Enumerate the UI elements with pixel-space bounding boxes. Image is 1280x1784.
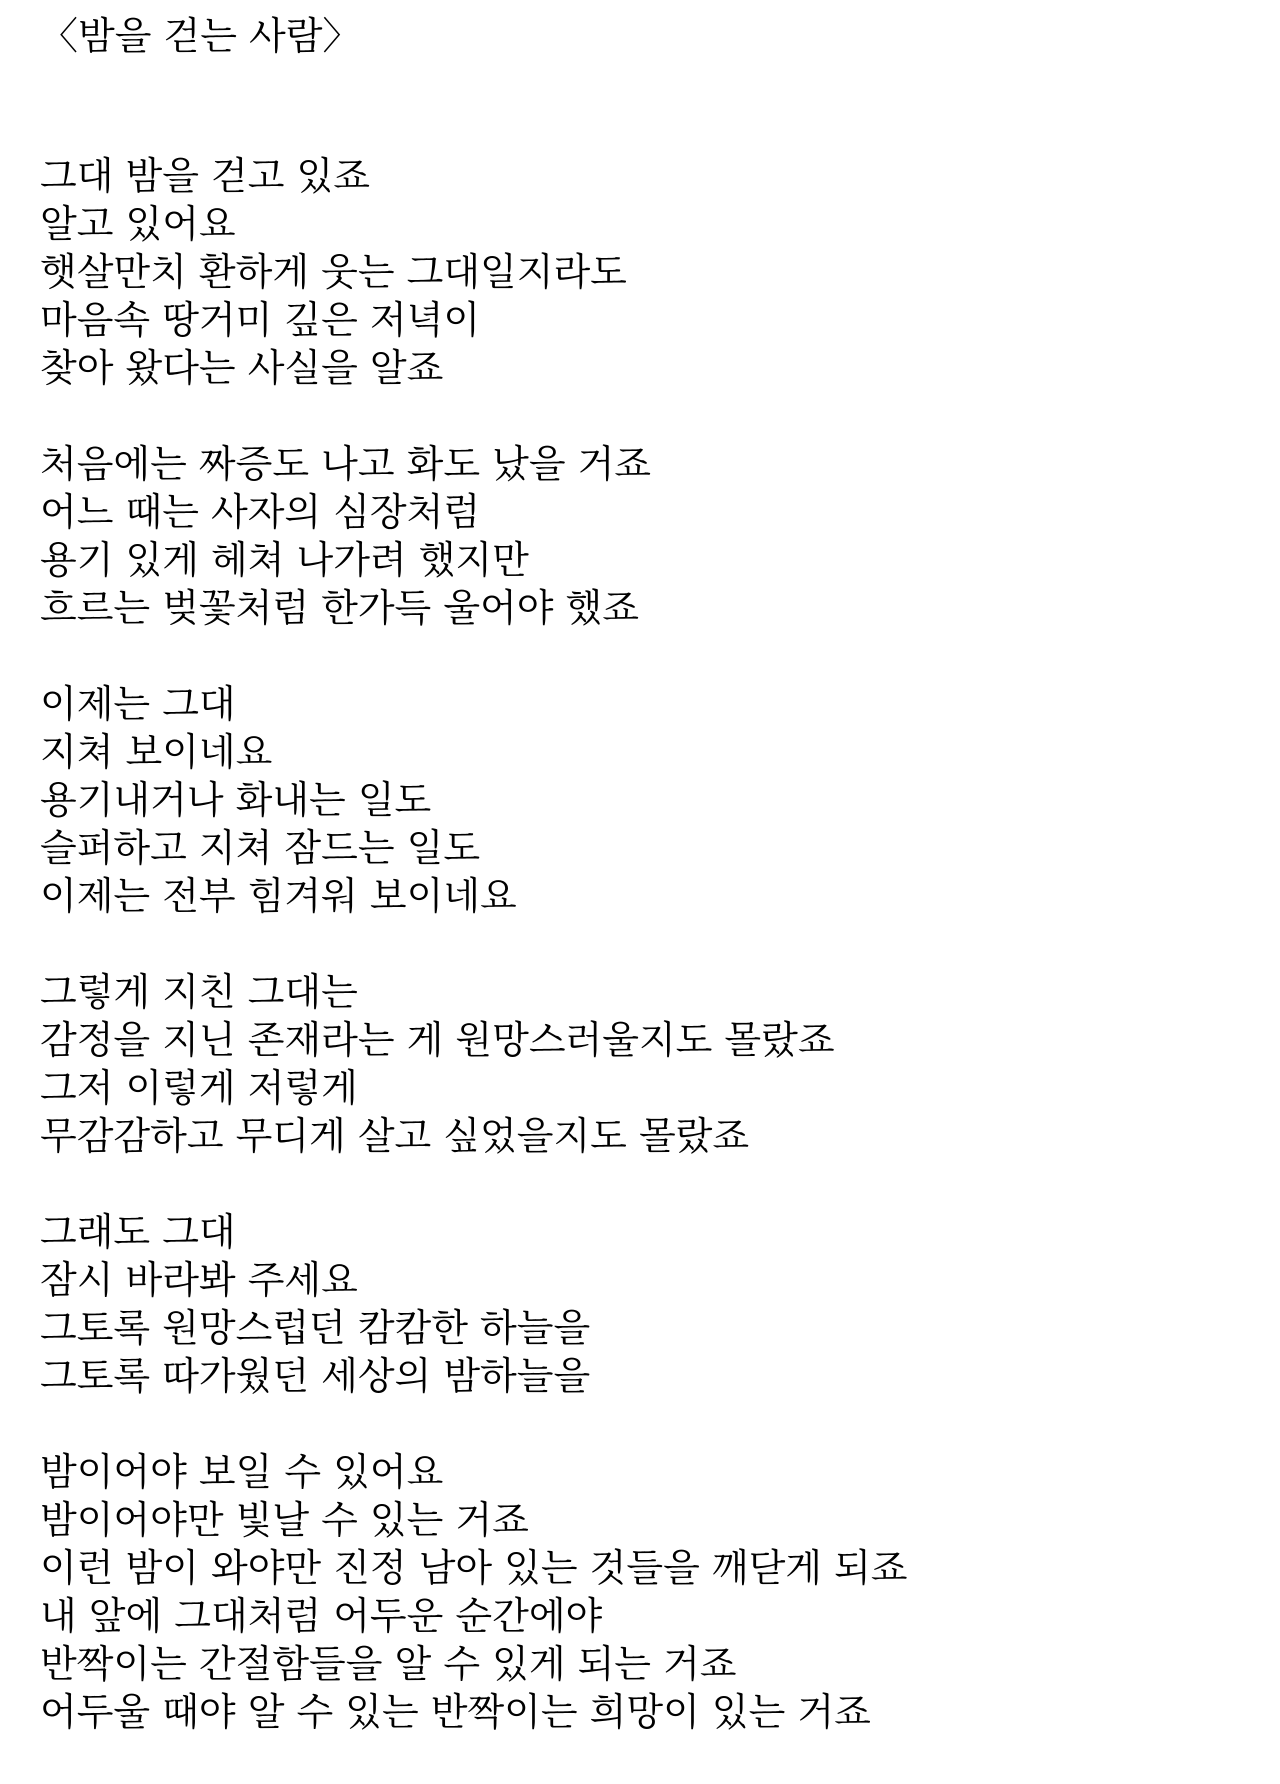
poem-line: 무감감하고 무디게 살고 싶었을지도 몰랐죠 <box>40 1114 750 1158</box>
poem-line: 반짝이는 간절함들을 알 수 있게 되는 거죠 <box>40 1642 737 1686</box>
poem-line: 밤이어야만 빛날 수 있는 거죠 <box>40 1498 529 1542</box>
poem-line: 그토록 원망스럽던 캄캄한 하늘을 <box>40 1306 591 1350</box>
poem-line: 어느 때는 사자의 심장처럼 <box>40 490 481 534</box>
poem-line: 이제는 그대 <box>40 682 236 726</box>
poem-line: 이런 밤이 와야만 진정 남아 있는 것들을 깨닫게 되죠 <box>40 1546 908 1590</box>
stanza-3 <box>40 680 1260 920</box>
stanza-2 <box>40 440 1260 632</box>
poem-line: 용기 있게 헤쳐 나가려 했지만 <box>40 538 529 582</box>
poem-line: 용기내거나 화내는 일도 <box>40 778 432 822</box>
poem-line: 알고 있어요 <box>40 202 236 246</box>
poem-line: 햇살만치 환하게 웃는 그대일지라도 <box>40 250 627 294</box>
stanza-6 <box>40 1448 1260 1736</box>
poem-line: 처음에는 짜증도 나고 화도 났을 거죠 <box>40 442 652 486</box>
poem-body <box>40 152 1260 1784</box>
poem-line: 잠시 바라봐 주세요 <box>40 1258 358 1302</box>
poem-line: 그저 이렇게 저렇게 <box>40 1066 358 1110</box>
poem-line: 그대 밤을 걷고 있죠 <box>40 154 370 198</box>
poem-line: 그렇게 지친 그대는 <box>40 970 358 1014</box>
poem-title: 〈밤을 걷는 사람〉 <box>40 14 361 58</box>
stanza-1 <box>40 152 1260 392</box>
poem-line: 그래도 그대 <box>40 1210 236 1254</box>
poem-line: 찾아 왔다는 사실을 알죠 <box>40 346 444 390</box>
stanza-5 <box>40 1208 1260 1400</box>
poem-line: 마음속 땅거미 깊은 저녁이 <box>40 298 481 342</box>
poem-line: 지쳐 보이네요 <box>40 730 273 774</box>
poem-line: 밤이어야 보일 수 있어요 <box>40 1450 444 1494</box>
poem-line: 흐르는 벚꽃처럼 한가득 울어야 했죠 <box>40 586 639 630</box>
poem-line: 어두울 때야 알 수 있는 반짝이는 희망이 있는 거죠 <box>40 1690 871 1734</box>
poem-line: 이제는 전부 힘겨워 보이네요 <box>40 874 517 918</box>
poem-line: 그토록 따가웠던 세상의 밤하늘을 <box>40 1354 591 1398</box>
poem-line: 감정을 지닌 존재라는 게 원망스러울지도 몰랐죠 <box>40 1018 835 1062</box>
stanza-4 <box>40 968 1260 1160</box>
poem-line: 슬퍼하고 지쳐 잠드는 일도 <box>40 826 481 870</box>
poem-line: 내 앞에 그대처럼 어두운 순간에야 <box>40 1594 603 1638</box>
